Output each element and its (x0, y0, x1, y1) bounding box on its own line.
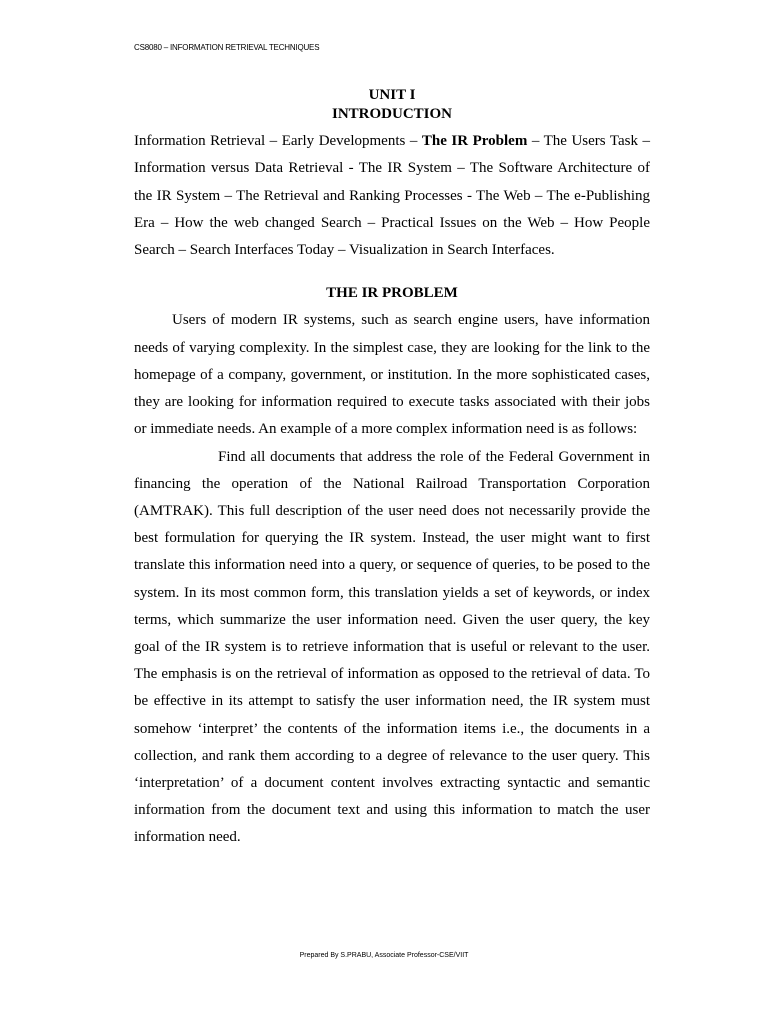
body-paragraph-2: Find all documents that address the role of the Federal Government in financing the operation of the National Railroad Transportation Corporation (AMTRAK). This full description of the user need does not necessarily provide the best formulation for querying the IR system. Instead, the user might want to first translate this information need into a query, or sequence of queries, to be posed to the system. In its most common form, this translation yields a set of keywords, or index terms, which summarize the user information need. Given the user query, the key goal of the IR system is to retrieve information that is useful or relevant to the user. The emphasis is on the retrieval of information as opposed to the retrieval of data. To be effective in its attempt to satisfy the user information need, the IR system must somehow ‘interpret’ the contents of the information items i.e., the documents in a collection, and rank them according to a degree of relevance to the user query. This ‘interpretation’ of a document content involves extracting syntactic and semantic information from the document text and using this information to match the user information need. (134, 448, 650, 846)
running-header: CS8080 – INFORMATION RETRIEVAL TECHNIQUES (134, 43, 320, 52)
unit-title: INTRODUCTION (331, 106, 452, 122)
page-content (134, 86, 650, 852)
syllabus-text-part2: – The Users Task – Information versus Data Retrieval - The IR System – The Software Architecture of the IR System – The Retrieval and Ranking Processes - The Web – The e-Publishing Era – How the web changed Search – Practical Issues on the Web – How People Search – Search Interfaces Today – Visualization in Search Interfaces. (134, 133, 650, 259)
page-footer: Prepared By S.PRABU, Associate Professor-CSE/VIIT (299, 952, 469, 959)
section-heading: THE IR PROBLEM (326, 285, 458, 302)
body-paragraph-1: Users of modern IR systems, such as search engine users, have information needs of varying complexity. In the simplest case, they are looking for the link to the homepage of a company, government, or institution. In the more sophisticated cases, they are looking for information required to execute tasks associated with their jobs or immediate needs. An example of a more complex information need is as follows: (134, 312, 650, 438)
syllabus-bold-topic: The IR Problem (421, 133, 528, 149)
syllabus-paragraph (134, 128, 650, 264)
syllabus-text-part1: Information Retrieval – Early Developments – (134, 133, 422, 149)
unit-number: UNIT I (368, 87, 416, 103)
